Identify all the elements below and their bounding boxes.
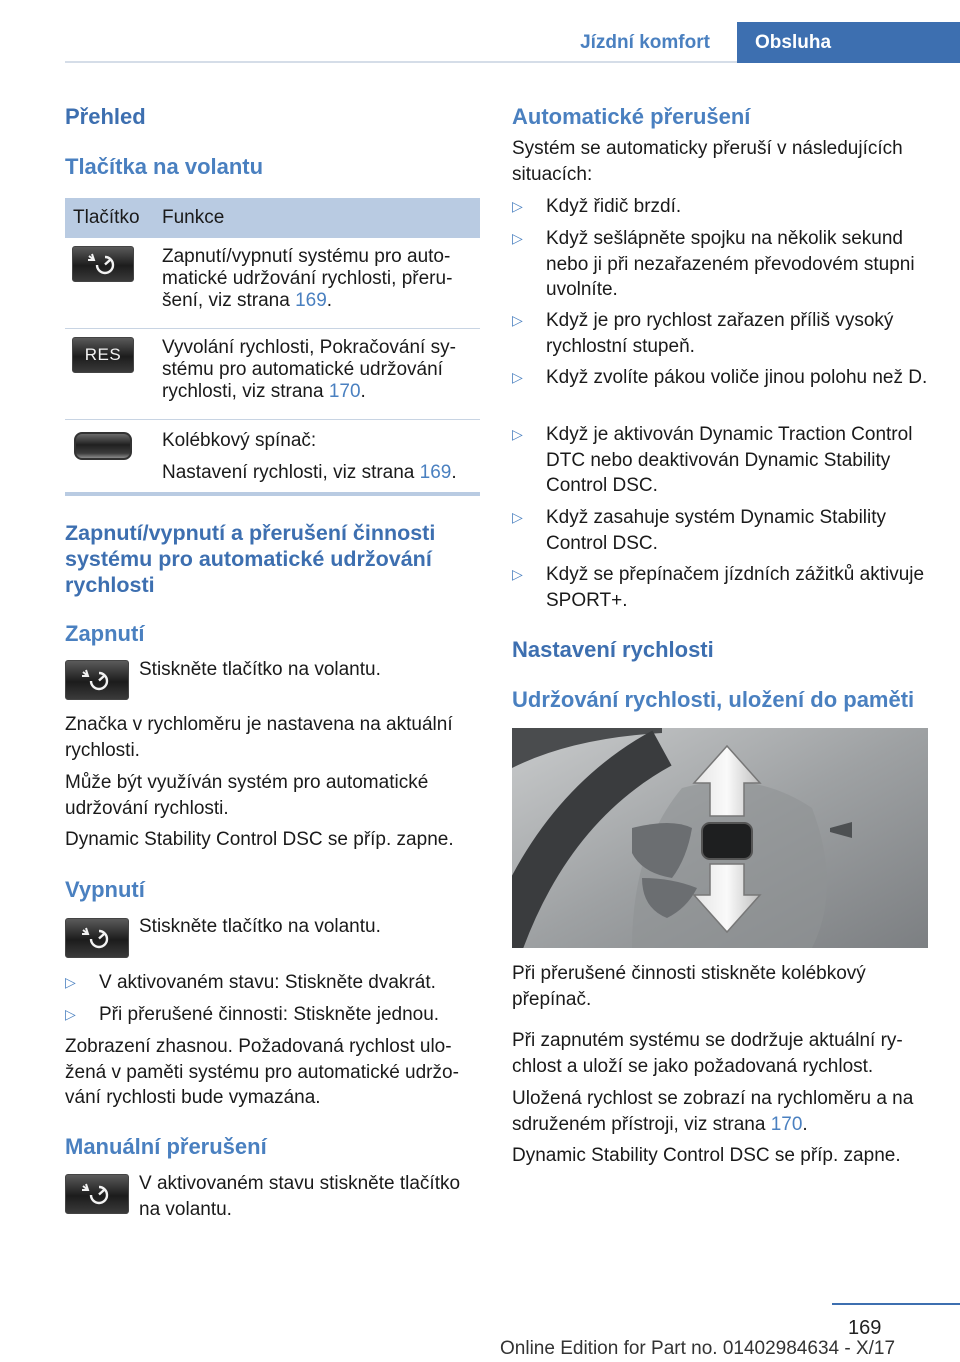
- manualni-instruction: V aktivovaném stavu stiskněte tlačítko na volantu.: [139, 1173, 461, 1220]
- bullet-triangle-icon: ▷: [512, 566, 523, 582]
- cruise-control-icon: [65, 1174, 129, 1214]
- heading-zapnuti-vypnuti: Zapnutí/vypnutí a přerušení činnosti systému pro automatické udržování rychlosti: [65, 521, 436, 597]
- table-row: RES Vyvolání rychlosti, Pokračování systému pro automatické udržování rychlosti, viz strana 170.: [65, 329, 480, 420]
- page-link[interactable]: 169: [419, 461, 452, 483]
- bullet-triangle-icon: ▷: [512, 426, 523, 442]
- table-end-rule: [65, 492, 480, 496]
- res-button-icon: RES: [72, 337, 134, 373]
- heading-auto: Automatické přerušení: [512, 104, 751, 129]
- bullet-triangle-icon: ▷: [512, 230, 523, 246]
- zapnuti-paragraph-3: Dynamic Stability Control DSC se příp. zapne.: [65, 829, 454, 850]
- zapnuti-paragraph-2: Může být využíván systém pro automatické udržování rychlosti.: [65, 772, 429, 819]
- row-title: Kolébkový spínač:: [162, 430, 317, 451]
- table-row: Zapnutí/vypnutí systému pro automatické udržování rychlosti, přerušení, viz strana 169.: [65, 238, 480, 329]
- cruise-control-icon: [65, 660, 129, 700]
- vypnuti-paragraph: Zobrazení zhasnou. Požadovaná rychlost uložená v paměti systému pro automatické udržování rychlosti bude vymazána.: [65, 1036, 459, 1108]
- page-number: 169: [848, 1317, 882, 1339]
- row-text: Vyvolání rychlosti, Pokračování systému pro automatické udržování rychlosti, viz strana: [162, 337, 456, 402]
- right-paragraph-1: Při zapnutém systému se dodržuje aktuální rychlost a uloží se jako požadovaná rychlost.: [512, 1030, 903, 1077]
- table-row: Kolébkový spínač: Nastavení rychlosti, viz strana 169.: [65, 420, 480, 496]
- buttons-table: [65, 198, 480, 495]
- heading-nastaveni: Nastavení rychlosti: [512, 637, 714, 662]
- row-text: Zapnutí/vypnutí systému pro automatické udržování rychlosti, přerušení, viz strana: [162, 246, 453, 311]
- photo-caption: Při přerušené činnosti stiskněte kolébkový přepínač.: [512, 963, 866, 1010]
- page-link[interactable]: 170: [770, 1113, 803, 1135]
- zapnuti-paragraph-1: Značka v rychloměru je nastavena na aktuální rychlosti.: [65, 714, 453, 761]
- table-header-button: Tlačítko: [65, 198, 162, 238]
- cruise-control-icon: [72, 246, 134, 282]
- heading-tlacitka: Tlačítka na volantu: [65, 154, 264, 179]
- heading-udrzovani: Udržování rychlosti, uložení do paměti: [512, 687, 915, 712]
- heading-zapnuti: Zapnutí: [65, 621, 145, 646]
- vypnuti-instruction: Stiskněte tlačítko na volantu.: [139, 916, 381, 937]
- heading-manualni: Manuální přerušení: [65, 1134, 267, 1159]
- footer-rule: [832, 1303, 960, 1305]
- bullet-triangle-icon: ▷: [512, 312, 523, 328]
- page-link[interactable]: 170: [328, 381, 361, 402]
- right-paragraph-3: Dynamic Stability Control DSC se příp. zapne.: [512, 1145, 901, 1166]
- header-chapter-tab[interactable]: Obsluha: [737, 22, 960, 63]
- bullet-triangle-icon: ▷: [65, 1006, 76, 1022]
- right-paragraph-2: Uložená rychlost se zobrazí na rychloměru a na sdruženém přístroji, viz strana 170.: [512, 1088, 914, 1135]
- heading-prehled: Přehled: [65, 104, 146, 129]
- row-text: Nastavení rychlosti, viz strana: [162, 461, 420, 483]
- cruise-control-icon: [65, 918, 129, 958]
- bullet-triangle-icon: ▷: [512, 198, 523, 214]
- auto-intro: Systém se automaticky přeruší v následujících situacích:: [512, 138, 903, 185]
- header-section-tab[interactable]: Jízdní komfort: [580, 31, 710, 53]
- bullet-triangle-icon: ▷: [512, 509, 523, 525]
- rocker-switch-icon: [72, 428, 134, 464]
- online-edition-note: Online Edition for Part no. 01402984634 - X/17: [500, 1338, 896, 1359]
- heading-vypnuti: Vypnutí: [65, 877, 145, 902]
- table-header-function: Funkce: [162, 198, 480, 238]
- bullet-triangle-icon: ▷: [65, 974, 76, 990]
- zapnuti-instruction: Stiskněte tlačítko na volantu.: [139, 659, 381, 680]
- steering-wheel-photo: [512, 728, 928, 948]
- page-link[interactable]: 169: [295, 290, 327, 311]
- bullet-triangle-icon: ▷: [512, 369, 523, 385]
